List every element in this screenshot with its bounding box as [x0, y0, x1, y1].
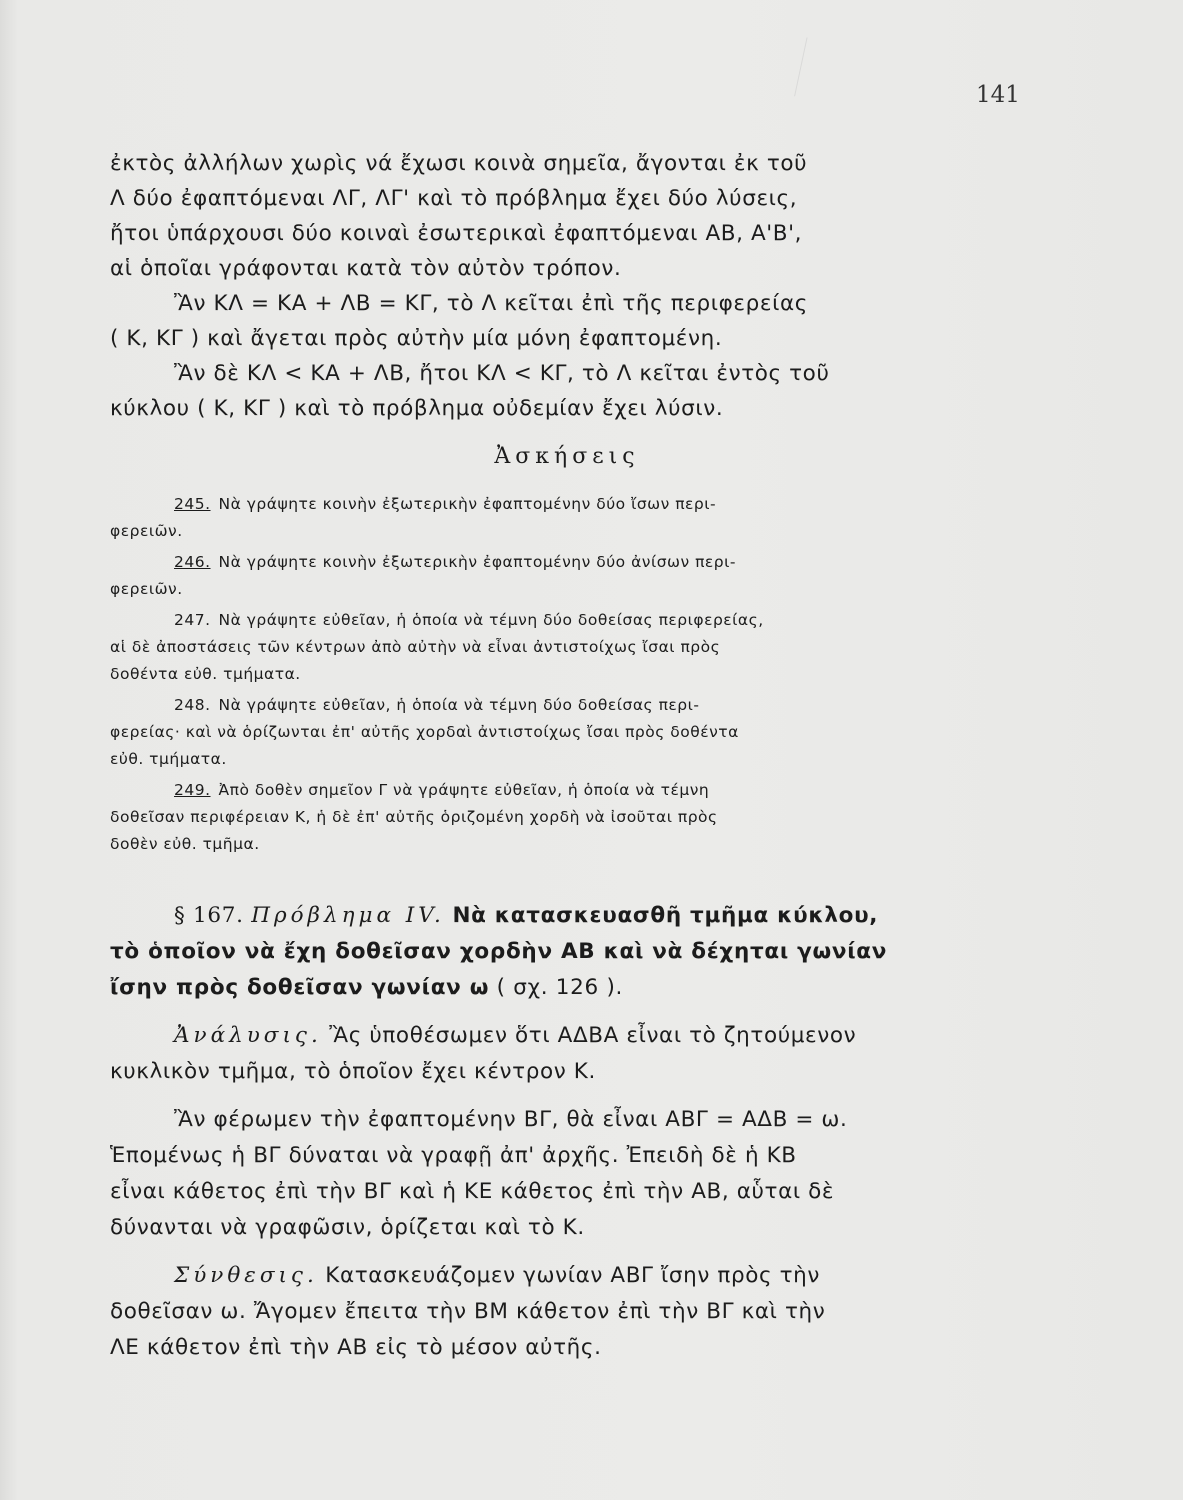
- exercise-number: 246.: [174, 553, 211, 571]
- page-number: 141: [976, 82, 1020, 108]
- exercise-number: 249.: [174, 781, 211, 799]
- exercise-number: 247.: [174, 611, 211, 629]
- section-statement: τὸ ὁποῖον νὰ ἔχη δοθεῖσαν χορδὴν ΑΒ καὶ νὰ δέχηται γωνίαν: [110, 939, 888, 964]
- tangent-paragraph: [110, 1102, 1024, 1246]
- synthesis-label: Σύνθεσις.: [174, 1263, 318, 1288]
- exercise-number: 248.: [174, 696, 211, 714]
- text-line: Ἂν ΚΛ = ΚΑ + ΛΒ = ΚΓ, τὸ Λ κεῖται ἐπὶ τῆς περιφερείας: [174, 291, 808, 316]
- page-body: [110, 146, 1024, 1366]
- text-line: δοθεῖσαν ω. Ἄγομεν ἔπειτα τὴν ΒΜ κάθετον ἐπὶ τὴν ΒΓ καὶ τὴν: [110, 1299, 826, 1324]
- exercise-text: φερειῶν.: [110, 580, 183, 598]
- text-line: Ἂν φέρωμεν τὴν ἐφαπτομένην ΒΓ, θὰ εἶναι ΑΒΓ = ΑΔΒ = ω.: [174, 1107, 848, 1132]
- section-label: Πρόβλημα IV.: [251, 903, 445, 928]
- exercises-heading: Ἀσκήσεις: [494, 444, 640, 469]
- text-line: ἐκτὸς ἀλλήλων χωρὶς νά ἔχωσι κοινὰ σημεῖα, ἄγονται ἐκ τοῦ: [110, 151, 808, 176]
- text-line: εἶναι κάθετος ἐπὶ τὴν ΒΓ καὶ ἡ ΚΕ κάθετος ἐπὶ τὴν ΑΒ, αὗται δὲ: [110, 1179, 835, 1204]
- exercise-item: [110, 777, 1024, 858]
- text-line: κύκλου ( Κ, ΚΓ ) καὶ τὸ πρόβλημα οὐδεμίαν ἔχει λύσιν.: [110, 396, 724, 421]
- text-line: ΛΕ κάθετον ἐπὶ τὴν ΑΒ εἰς τὸ μέσον αὐτῆς.: [110, 1335, 602, 1360]
- exercise-text: φερείας· καὶ νὰ ὁρίζωνται ἐπ' αὐτῆς χορδαὶ ἀντιστοίχως ἴσαι πρὸς δοθέντα: [110, 723, 739, 741]
- section-statement: ἴσην πρὸς δοθεῖσαν γωνίαν ω: [110, 975, 490, 1000]
- text-line: κυκλικὸν τμῆμα, τὸ ὁποῖον ἔχει κέντρον Κ.: [110, 1059, 596, 1084]
- pencil-mark: [794, 37, 837, 102]
- exercise-item: [110, 607, 1024, 688]
- exercise-text: δοθεῖσαν περιφέρειαν Κ, ἡ δὲ ἐπ' αὐτῆς ὁριζομένη χορδὴ νὰ ἰσοῦται πρὸς: [110, 808, 718, 826]
- section-mark: § 167.: [174, 903, 244, 928]
- exercise-text: Νὰ γράψητε εὐθεῖαν, ἡ ὁποία νὰ τέμνη δύο δοθείσας περιφερείας,: [218, 611, 764, 629]
- exercise-text: δοθὲν εὐθ. τμῆμα.: [110, 835, 260, 853]
- section-statement: Νὰ κατασκευασθῆ τμῆμα κύκλου,: [452, 903, 879, 928]
- text-line: αἱ ὁποῖαι γράφονται κατὰ τὸν αὐτὸν τρόπον.: [110, 256, 622, 281]
- exercise-text: Νὰ γράψητε κοινὴν ἐξωτερικὴν ἐφαπτομένην δύο ἀνίσων περι-: [218, 553, 736, 571]
- exercise-text: φερειῶν.: [110, 522, 183, 540]
- text-line: ( Κ, ΚΓ ) καὶ ἄγεται πρὸς αὐτὴν μία μόνη ἐφαπτομένη.: [110, 326, 723, 351]
- paragraph-tangent-case: [110, 286, 1024, 356]
- text-line: δύνανται νὰ γραφῶσιν, ὁρίζεται καὶ τὸ Κ.: [110, 1215, 585, 1240]
- exercise-number: 245.: [174, 495, 211, 513]
- exercise-text: αἱ δὲ ἀποστάσεις τῶν κέντρων ἀπὸ αὐτὴν νὰ εἶναι ἀντιστοίχως ἴσαι πρὸς: [110, 638, 721, 656]
- exercise-item: [110, 692, 1024, 773]
- section-problem-heading: [110, 898, 1024, 1006]
- paragraph-continuation: [110, 146, 1024, 286]
- text-line: ἤτοι ὑπάρχουσι δύο κοιναὶ ἐσωτερικαὶ ἐφαπτόμεναι ΑΒ, Α'Β',: [110, 221, 803, 246]
- exercise-item: [110, 549, 1024, 603]
- exercise-text: Νὰ γράψητε κοινὴν ἐξωτερικὴν ἐφαπτομένην δύο ἴσων περι-: [218, 495, 717, 513]
- text-line: Κατασκευάζομεν γωνίαν ΑΒΓ ἴσην πρὸς τὴν: [325, 1263, 821, 1288]
- exercise-text: εὐθ. τμήματα.: [110, 750, 227, 768]
- exercise-list: [110, 491, 1024, 858]
- analysis-label: Ἀνάλυσις.: [174, 1023, 322, 1048]
- exercise-text: δοθέντα εὐθ. τμήματα.: [110, 665, 301, 683]
- text-line: Ἑπομένως ἡ ΒΓ δύναται νὰ γραφῇ ἀπ' ἀρχῆς. Ἐπειδὴ δὲ ἡ ΚΒ: [110, 1143, 797, 1168]
- paragraph-no-solution-case: [110, 356, 1024, 426]
- text-line: Ἂν δὲ ΚΛ < ΚΑ + ΛΒ, ἤτοι ΚΛ < ΚΓ, τὸ Λ κεῖται ἐντὸς τοῦ: [174, 361, 830, 386]
- analysis-paragraph: [110, 1018, 1024, 1090]
- exercise-item: [110, 491, 1024, 545]
- text-line: Λ δύο ἐφαπτόμεναι ΛΓ, ΛΓ' καὶ τὸ πρόβλημα ἔχει δύο λύσεις,: [110, 186, 798, 211]
- exercise-text: Νὰ γράψητε εὐθεῖαν, ἡ ὁποία νὰ τέμνη δύο δοθείσας περι-: [218, 696, 700, 714]
- figure-reference: ( σχ. 126 ).: [496, 975, 624, 1000]
- exercise-text: Ἀπὸ δοθὲν σημεῖον Γ νὰ γράψητε εὐθεῖαν, ἡ ὁποία νὰ τέμνη: [218, 781, 710, 799]
- synthesis-paragraph: [110, 1258, 1024, 1366]
- text-line: Ἂς ὑποθέσωμεν ὅτι ΑΔΒΑ εἶναι τὸ ζητούμενον: [329, 1023, 857, 1048]
